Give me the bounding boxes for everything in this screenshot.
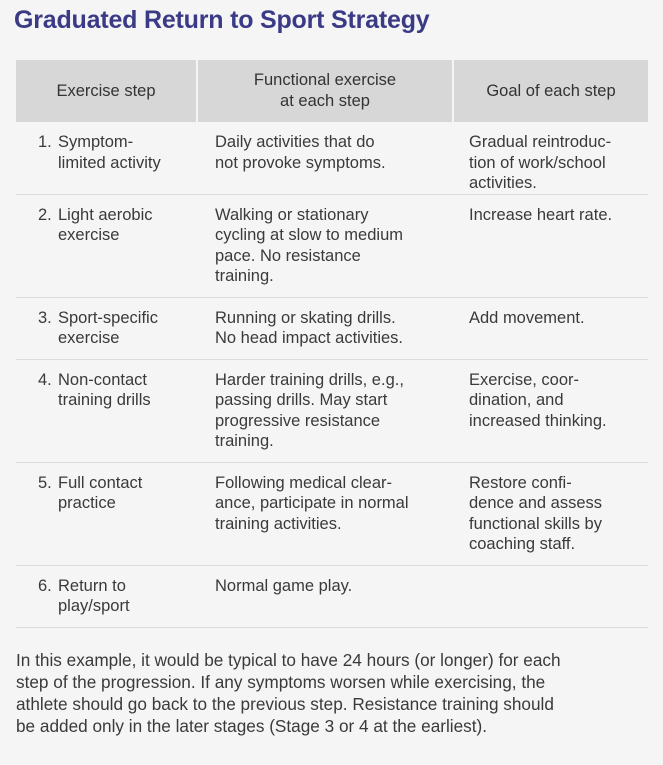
header-goal: Goal of each step <box>453 60 648 122</box>
step-cell: 1. Symptom- limited activity <box>16 122 197 194</box>
step-cell: 2. Light aerobic exercise <box>16 194 197 297</box>
goal-cell: Increase heart rate. <box>453 194 648 297</box>
table-row <box>16 565 648 627</box>
header-exercise-step: Exercise step <box>16 60 197 122</box>
table-row <box>16 194 648 297</box>
table-row <box>16 359 648 462</box>
goal-cell: Gradual reintroduc- tion of work/school activities. <box>453 122 648 194</box>
functional-cell: Daily activities that do not provoke symptoms. <box>197 122 453 194</box>
page-title: Graduated Return to Sport Strategy <box>14 6 430 34</box>
goal-cell: Exercise, coor- dination, and increased thinking. <box>453 359 648 462</box>
table-row <box>16 122 648 194</box>
functional-cell: Following medical clear- ance, participate in normal training activities. <box>197 462 453 565</box>
header-functional-exercise: Functional exercise at each step <box>197 60 453 122</box>
functional-cell: Running or skating drills. No head impact activities. <box>197 297 453 359</box>
return-to-sport-table <box>16 60 648 628</box>
functional-cell: Harder training drills, e.g., passing drills. May start progressive resistance training. <box>197 359 453 462</box>
step-cell: 5. Full contact practice <box>16 462 197 565</box>
functional-cell: Walking or stationary cycling at slow to medium pace. No resistance training. <box>197 194 453 297</box>
goal-cell: Add movement. <box>453 297 648 359</box>
step-cell: 6. Return to play/sport <box>16 565 197 627</box>
table-row <box>16 297 648 359</box>
functional-cell: Normal game play. <box>197 565 453 627</box>
table-header-row <box>16 60 648 122</box>
footnote: In this example, it would be typical to have 24 hours (or longer) for each step of the progression. If any symptoms worsen while exercising, the athlete should go back to the previous step. Resistance training should be added only in the later stages (Stage 3 or 4 at the earliest). <box>16 650 561 736</box>
goal-cell: Restore confi- dence and assess functional skills by coaching staff. <box>453 462 648 565</box>
table-row <box>16 462 648 565</box>
step-cell: 3. Sport-specific exercise <box>16 297 197 359</box>
goal-cell <box>453 565 648 627</box>
step-cell: 4. Non-contact training drills <box>16 359 197 462</box>
